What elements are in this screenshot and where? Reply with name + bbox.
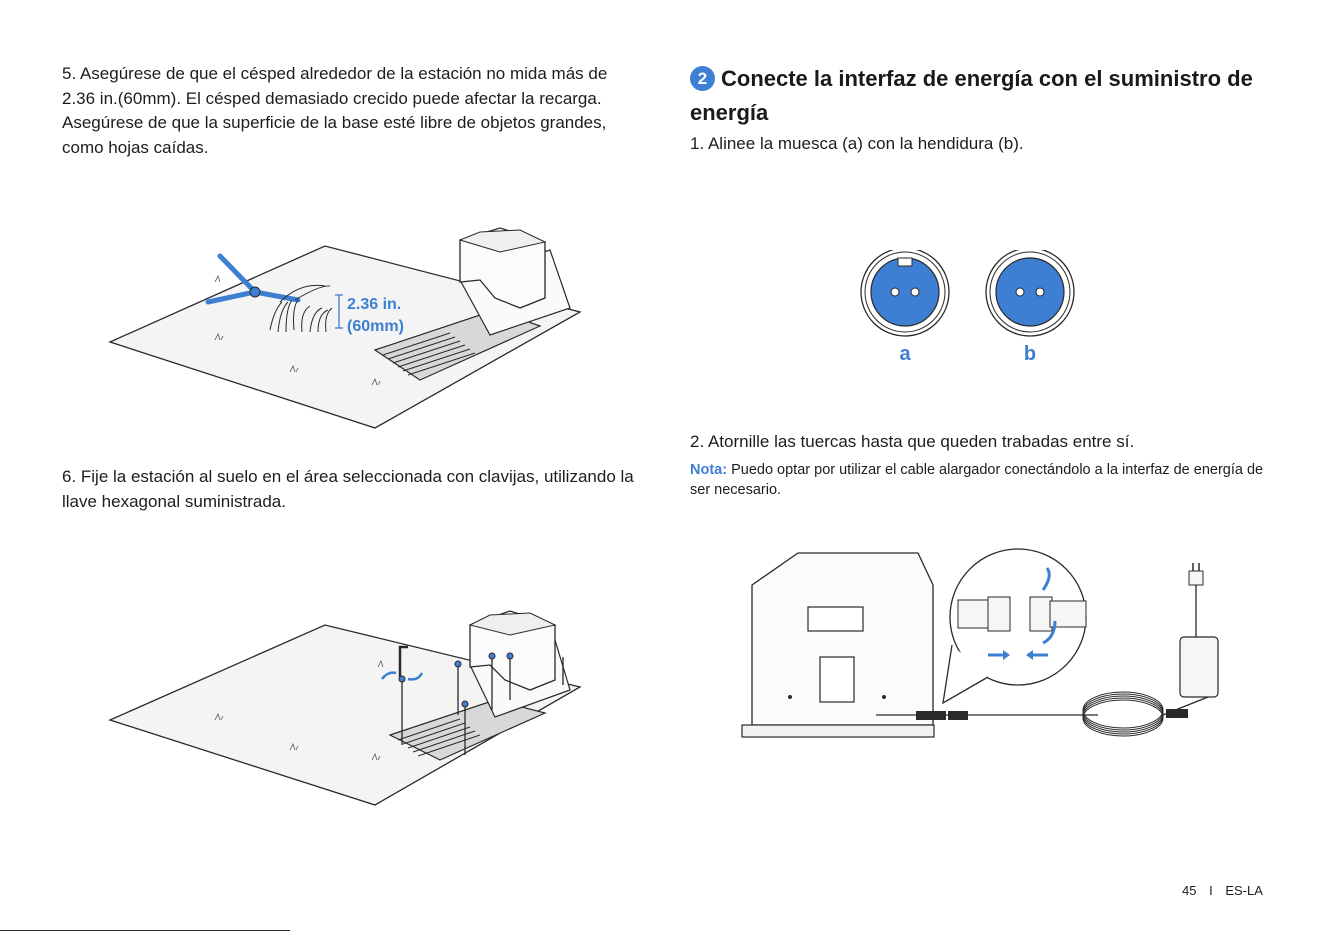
locale-code: ES-LA <box>1225 883 1263 898</box>
connector-alignment-illustration <box>855 250 1095 370</box>
step-6-text: 6. Fije la estación al suelo en el área seleccionada con clavijas, utilizando la llave hexagonal suministrada. <box>62 467 634 511</box>
note-body: Puedo optar por utilizar el cable alargador conectándolo a la interfaz de energía de ser necesario. <box>690 462 1264 498</box>
step-number-badge: 2 <box>690 66 715 91</box>
note-label: Nota: <box>690 462 728 478</box>
measure-inches: 2.36 in. <box>347 296 402 313</box>
label-a: a <box>899 343 911 365</box>
bottom-rule <box>0 930 290 931</box>
footer-separator: I <box>1209 883 1213 898</box>
grass-height-illustration <box>100 220 590 435</box>
label-b: b <box>1023 343 1037 365</box>
page-number: 45 <box>1182 883 1197 898</box>
step-1-text: 1. Alinee la muesca (a) con la hendidura (b). <box>690 134 1024 153</box>
page-footer <box>1182 883 1263 898</box>
power-connection-illustration <box>738 545 1228 745</box>
measure-mm: (60mm) <box>347 318 404 335</box>
connector-b <box>986 250 1074 336</box>
station-fixing-illustration <box>100 595 590 810</box>
connector-a <box>861 250 949 336</box>
step-5-text: 5. Asegúrese de que el césped alrededor de la estación no mida más de 2.36 in.(60mm). El césped demasiado crecido puede afectar la recarga. Asegúrese de que la superficie de la base esté libre de objetos grandes, como hojas caídas. <box>62 64 608 157</box>
note-text <box>690 460 1270 500</box>
step-2-text: 2. Atornille las tuercas hasta que queden trabadas entre sí. <box>690 432 1135 451</box>
section-heading-text: Conecte la interfaz de energía con el suministro de energía <box>690 66 1253 125</box>
section-heading <box>690 62 1270 130</box>
